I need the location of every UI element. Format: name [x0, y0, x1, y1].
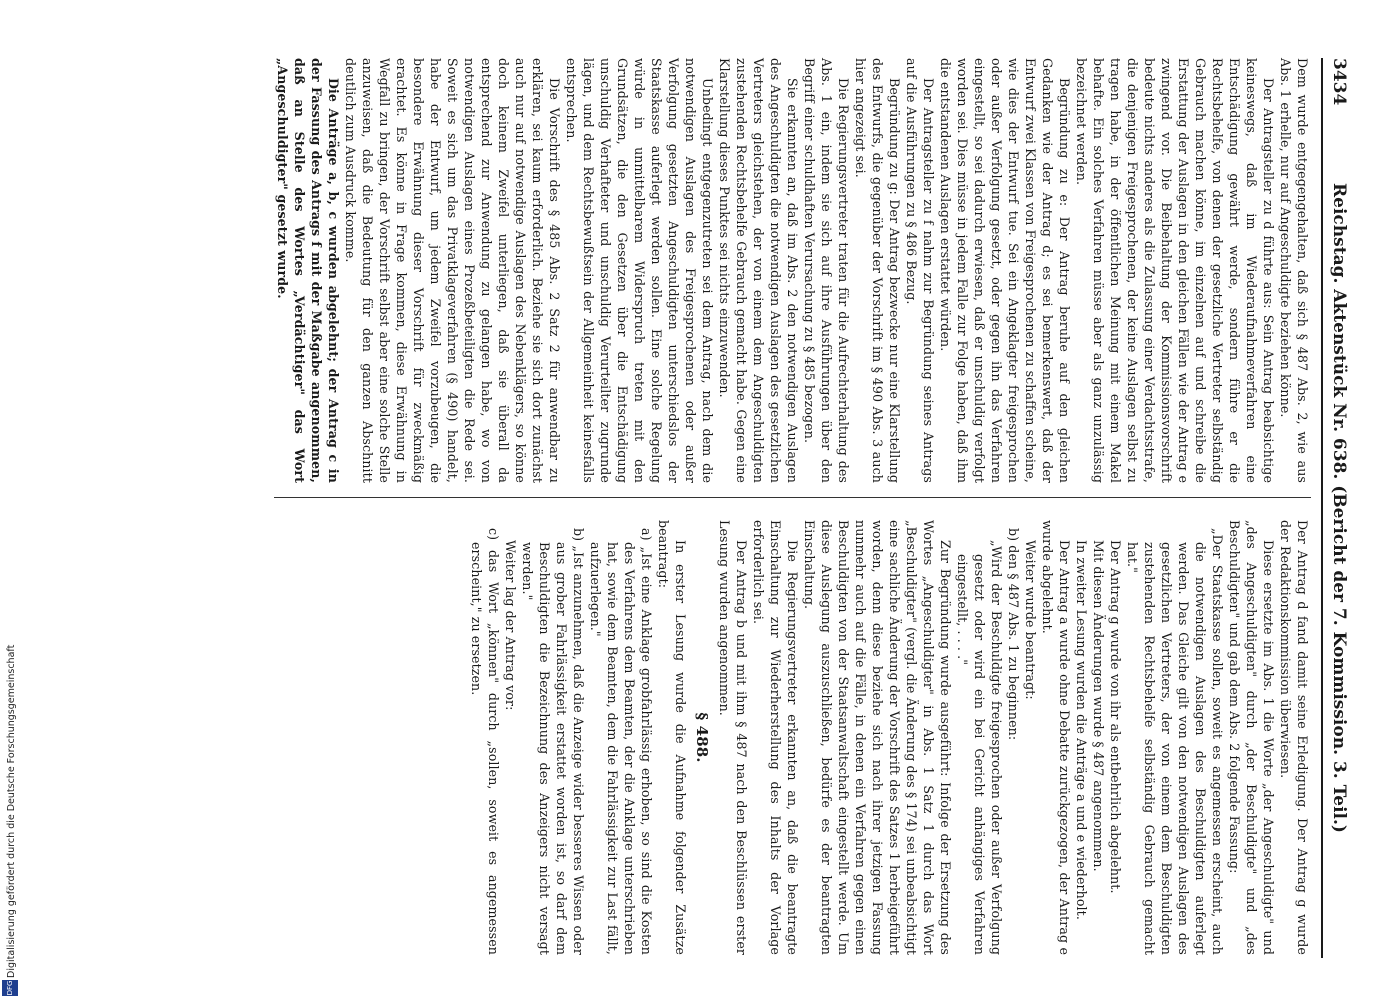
paragraph: Die Regierungsvertreter erkannten an, daß die beantragte Einschaltung zur Wiederherstellung des Inhalts der Vorlage erforderlich sei.	[751, 520, 800, 955]
paragraph: Die Vorschrift des § 485 Abs. 2 Satz 2 für anwendbar zu erklären, sei kaum erforderlich. Beziehe sie sich dort zunächst auch nur auf notwendige Auslagen des Nebenklägers, so könne doch keinem Zweifel unterliegen, daß sie überall da entsprechend zur Anwendung zu gelangen habe, wo von notwendigen Auslagen eines Prozeßbeteiligten die Rede sei. Soweit es sich um das Privatklageverfahren (§ 490) handelt, habe der Entwurf, um jedem Zweifel vorzubeugen, die besondere Erwähnung dieser Vorschrift für zweckmäßig erachtet. Es könne in Frage kommen, diese Erwähnung in Wegfall zu bringen, der Vorschrift selbst aber eine solche Stelle anzuweisen, daß die Bedeutung für den ganzen Abschnitt deutlich zum Ausdruck komme.	[343, 58, 562, 483]
paragraph: Zur Begründung wurde ausgeführt: Infolge der Ersetzung des Wortes „Angeschuldigter" in Abs. 1 Satz 1 durch das Wort „Beschuldigter" (vergl. die Änderung des § 174) sei unbeabsichtigt eine sachliche Änderung der Vorschrift des Satzes 1 herbeigeführt worden, denn diese beziehe sich nach ihrer jetzigen Fassung nunmehr auch auf die Fälle, in denen ein Verfahren gegen einen Beschuldigten von der Staatsanwaltschaft eingestellt werde. Um diese Auslegung auszuschließen, bedürfe es der beantragten Einschaltung.	[802, 520, 953, 955]
paragraph: Der Antrag g wurde von ihr als entbehrlich abgelehnt.	[1108, 540, 1123, 894]
quoted-paragraph: „Wird der Beschuldigte freigesprochen oder außer Verfolgung gesetzt oder wird ein bei Gericht anhängiges Verfahren eingestellt, . . . ."	[955, 540, 1004, 955]
paragraph: Weiter lag der Antrag vor:	[503, 540, 518, 711]
paragraph: In erster Lesung wurde die Aufnahme folgender Zusätze beantragt:	[656, 520, 688, 955]
section-title: § 488.	[693, 712, 711, 763]
dfg-logo: DFG	[2, 980, 18, 996]
right-column	[468, 520, 1311, 955]
paragraph: Dem wurde entgegengehalten, daß sich § 487 Abs. 2, wie aus Abs. 1 erhelle, nur auf Angeschuldigte beziehen könne.	[1278, 58, 1310, 483]
page-header	[1321, 58, 1353, 958]
paragraph: Der Antrag a wurde ohne Debatte zurückgezogen, der Antrag e wurde abgelehnt.	[1040, 520, 1072, 955]
quoted-paragraph: „Der Staatskasse sollen, soweit es angemessen erscheint, auch die notwendigen Auslagen des Beschuldigten auferlegt werden. Das Gleiche gilt von den notwendigen Auslagen des gesetzlichen Vertreters, der von einem dem Beschuldigten zustehenden Rechtsbehelfe selbständig Gebrauch gemacht hat."	[1125, 528, 1225, 955]
left-column	[274, 58, 1311, 498]
paragraph: Die Anträge a, b, c wurden abgelehnt; der Antrag c in der Fassung des Antrags f mit der Maßgabe angenommen, daß an Stelle des Wortes „Verdächtiger" das Wort „Angeschuldigter" gesetzt wurde.	[275, 58, 341, 483]
paragraph: Sie erkannten an, daß im Abs. 2 den notwendigen Auslagen des Angeschuldigten die notwendigen Auslagen des gesetzlichen Vertreters gleichstehen, der von einem dem Angeschuldigten zustehenden Rechtsbehelfe Gebrauch gemacht habe. Gegen eine Klarstellung dieses Punktes sei nichts einzuwenden.	[717, 58, 800, 483]
digitization-credit: Digitalisierung gefördert durch die Deutsche Forschungsgemeinschaft	[6, 644, 17, 978]
page-title: Reichstag. Aktenstück Nr. 638. (Bericht der 7. Kommission. 3. Teil.)	[1329, 183, 1349, 833]
paragraph: Unbedingt entgegenzutreten sei dem Antrag, nach dem die notwendigen Auslagen des Freigesprochenen oder außer Verfolgung gesetzten Angeschuldigten unterschiedslos der Staatskasse auferlegt werden sollen. Eine solche Regelung würde in unmittelbarem Widerspruch treten mit den Grundsätzen, die den Gesetzen über die Entschädigung unschuldig Verhafteter und unschuldig Verurteilter zugrunde lägen, und dem Rechtsbewußtsein der Allgemeinheit keinesfalls entsprechen.	[564, 58, 715, 483]
paragraph: Weiter wurde beantragt:	[1023, 540, 1038, 700]
list-item: b) den § 487 Abs. 1 zu beginnen:	[1006, 528, 1021, 741]
page-number: 3434	[1329, 58, 1349, 106]
paragraph: Der Antragsteller zu f nahm zur Begründung seines Antrags auf die Ausführungen zu § 486 Bezug.	[904, 58, 936, 483]
paragraph: Die Regierungsvertreter traten für die Aufrechterhaltung des Abs. 1 ein, indem sie sich auf ihre Ausführungen über den Begriff einer schuldhaften Verursachung zu § 485 bezogen.	[802, 58, 851, 483]
list-item: c) das Wort „können" durch „sollen, soweit es angemessen erscheint," zu ersetzen.	[469, 528, 501, 955]
list-item: b) „Ist anzunehmen, daß die Anzeige wider besseres Wissen oder aus grober Fahrlässigkeit erstattet worden ist, so darf dem Beschuldigten die Bezeichnung des Anzeigers nicht versagt werden."	[520, 528, 586, 955]
paragraph: Mit diesen Änderungen wurde § 487 angenommen.	[1091, 540, 1106, 872]
paragraph: Begründung zu g: Der Antrag bezwecke nur eine Klarstellung des Entwurfs, die gegenüber der Vorschrift im § 490 Abs. 3 auch hier angezeigt sei.	[853, 58, 902, 483]
paragraph: Diese ersetzte im Abs. 1 die Worte „der Angeschuldigte" und „des Angeschuldigten" durch „der Beschuldigte" und „des Beschuldigten" und gab dem Abs. 2 folgende Fassung:	[1227, 520, 1276, 955]
paragraph: In zweiter Lesung wurden die Anträge a und e wiederholt.	[1074, 540, 1089, 920]
paragraph: Der Antrag d fand damit seine Erledigung. Der Antrag g wurde der Redaktionskommission überwiesen.	[1278, 520, 1310, 955]
paragraph: Der Antragsteller zu d führte aus: Sein Antrag beabsichtige keineswegs, daß im Wiederaufnahmeverfahren eine Entschädigung gewährt werde, sondern führe er die Rechtsbehelfe, von denen der gesetzliche Vertreter selbständig Gebrauch machen könne, im einzelnen auf und schreibe die Erstattung der Auslagen in den gleichen Fällen wie der Antrag e zwingend vor. Die Beibehaltung der Kommissionsvorschrift bedeute nichts anderes als die Zulassung einer Verdachtsstrafe, die denjenigen Freigesprochenen, der keine Auslagen selbst zu tragen habe, in der öffentlichen Meinung mit einem Makel behafte. Ein solches Verfahren müsse aber als ganz unzulässig bezeichnet werden.	[1074, 58, 1276, 483]
paragraph: Der Antrag b und mit ihm § 487 nach den Beschlüssen erster Lesung wurden angenommen.	[717, 520, 749, 955]
list-item: a) „Ist eine Anklage grobfahrlässig erhoben, so sind die Kosten des Verfahrens dem Beamten, der die Anklage unterschrieben hat, sowie dem Beamten, dem die Fahrlässigkeit zur Last fällt, aufzuerlegen."	[588, 528, 654, 955]
paragraph: Begründung zu e: Der Antrag beruhe auf den gleichen Gedanken wie der Antrag d; es sei bemerkenswert, daß der Entwurf zwei Klassen von Freigesprochenen zu schaffen scheine, wie dies der Entwurf tue. Sei ein Angeklagter freigesprochen oder außer Verfolgung gesetzt, oder gegen ihn das Verfahren eingestellt, so sei dadurch erwiesen, daß er unschuldig verfolgt worden sei. Dies müsse in jedem Falle zur Folge haben, daß ihm die entstandenen Auslagen erstattet würden.	[938, 58, 1072, 483]
